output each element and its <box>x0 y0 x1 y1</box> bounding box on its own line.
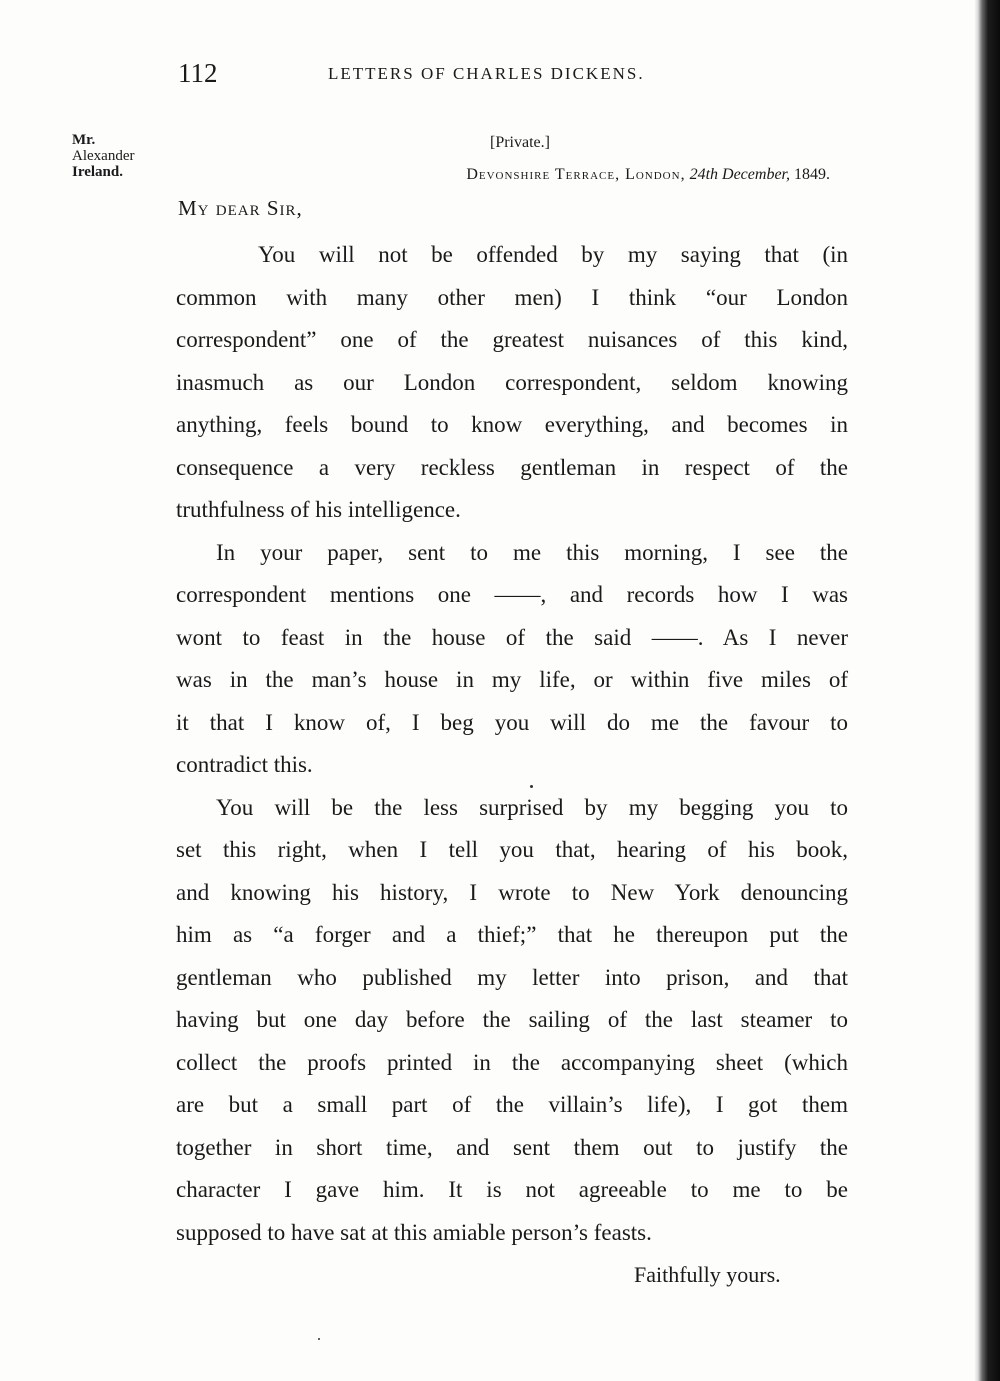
text-line: correspondent” one of the greatest nuisances of this kind, <box>176 327 848 352</box>
text-line: correspondent mentions one ——, and records how I was <box>176 582 848 607</box>
letter-body <box>176 234 848 1254</box>
paragraph-1 <box>176 234 848 532</box>
text-line: consequence a very reckless gentleman in respect of the <box>176 454 848 480</box>
print-speck <box>530 785 533 788</box>
dateline <box>340 166 830 184</box>
text-line: character I gave him. It is not agreeable to me to be <box>176 1177 848 1202</box>
text-line: and knowing his history, I wrote to New York denouncing <box>176 879 848 905</box>
private-mark: [Private.] <box>490 134 550 151</box>
dateline-date: 24th December, <box>689 166 790 183</box>
binding-edge <box>974 0 1000 1381</box>
text-line: You will not be offended by my saying that (in <box>258 242 848 267</box>
text-line: anything, feels bound to know everything, and becomes in <box>176 412 848 437</box>
print-speck <box>318 1338 320 1340</box>
text-line: together in short time, and sent them out to justify the <box>176 1134 848 1160</box>
text-line: inasmuch as our London correspondent, seldom knowing <box>176 369 848 395</box>
text-line: gentleman who published my letter into prison, and that <box>176 964 848 990</box>
text-line: You will be the less surprised by my begging you to <box>216 794 848 820</box>
margin-note-recipient <box>72 132 182 180</box>
margin-note-line: Alexander <box>72 148 135 164</box>
paragraph-2 <box>176 532 848 787</box>
text-line: truthfulness of his intelligence. <box>176 497 461 522</box>
text-line: it that I know of, I beg you will do me the favour to <box>176 709 848 735</box>
margin-note-line: Ireland. <box>72 164 123 180</box>
running-title: LETTERS OF CHARLES DICKENS. <box>328 64 645 83</box>
text-line: are but a small part of the villain’s life), I got them <box>176 1092 848 1117</box>
margin-note-line: Mr. <box>72 132 96 148</box>
paragraph-3 <box>176 787 848 1255</box>
dateline-place: Devonshire Terrace, London, <box>466 166 686 183</box>
text-line: collect the proofs printed in the accompanying sheet (which <box>176 1049 848 1075</box>
page-header <box>178 58 738 98</box>
text-line: In your paper, sent to me this morning, I see the <box>216 539 848 565</box>
text-line: supposed to have sat at this amiable person’s feasts. <box>176 1219 652 1245</box>
dateline-year: 1849. <box>794 166 830 183</box>
text-line: wont to feast in the house of the said ——. As I never <box>176 624 848 650</box>
text-line: him as “a forger and a thief;” that he thereupon put the <box>176 922 848 947</box>
page-number: 112 <box>178 58 218 88</box>
closing: Faithfully yours. <box>634 1262 781 1287</box>
text-line: common with many other men) I think “our London <box>176 284 848 310</box>
text-line: contradict this. <box>176 752 313 777</box>
text-line: having but one day before the sailing of the last steamer to <box>176 1007 848 1032</box>
salutation: My dear Sir, <box>178 196 303 220</box>
text-line: set this right, when I tell you that, hearing of his book, <box>176 837 848 862</box>
text-line: was in the man’s house in my life, or within five miles of <box>176 667 848 692</box>
